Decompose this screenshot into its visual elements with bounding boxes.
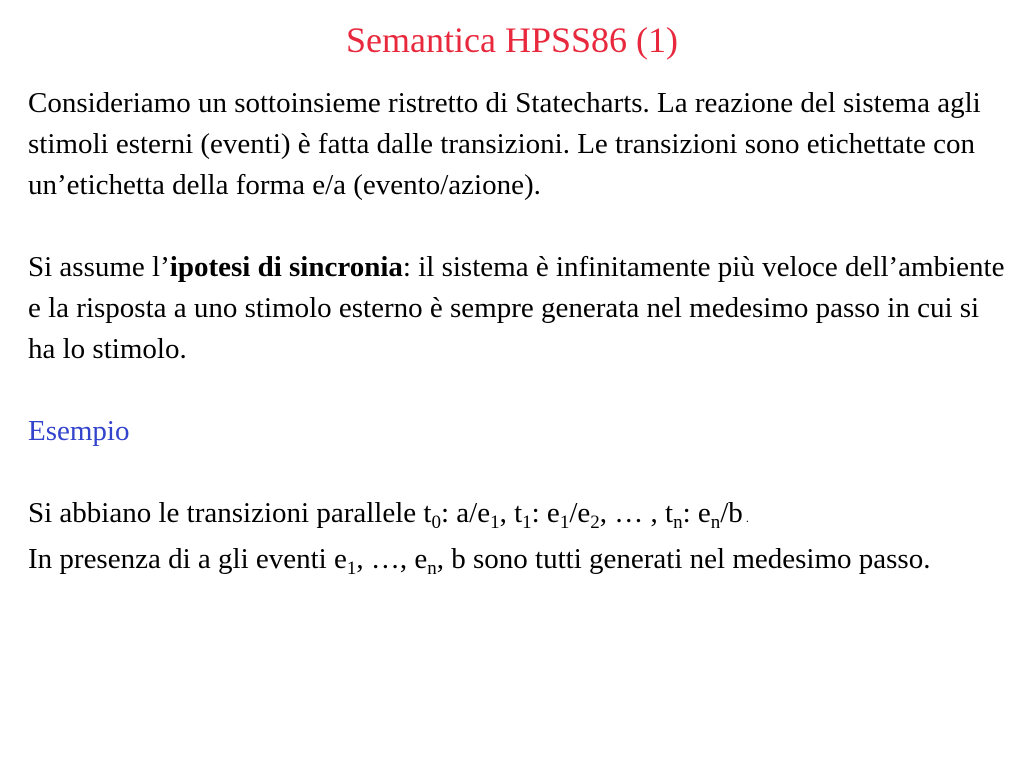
text-run: : a/e <box>440 497 491 529</box>
subscript: n <box>427 558 437 579</box>
spacer <box>28 452 1008 493</box>
spacer <box>28 370 1008 411</box>
trailing-dot: . <box>742 511 749 525</box>
subscript: n <box>673 512 683 533</box>
text-run: , … , t <box>599 497 674 529</box>
subscript: 1 <box>346 558 357 579</box>
spacer <box>28 206 1008 247</box>
text-run: Si abbiano le transizioni parallele t <box>28 497 432 529</box>
slide-title: Semantica HPSS86 (1) <box>346 20 678 60</box>
text-run: , b sono tutti generati nel medesimo passo. <box>436 543 931 575</box>
subscript: 1 <box>522 512 532 533</box>
text-run: /b <box>720 497 743 529</box>
subscript: 0 <box>431 512 441 533</box>
synchrony-text-post: : il sistema è infinitamente più veloce dell’ambiente e la risposta a uno stimolo esterno è sempre generata nel medesimo passo in cui si ha lo stimolo. <box>28 251 1005 365</box>
subscript: 2 <box>590 512 600 533</box>
example-conclusion-line <box>28 539 1008 580</box>
text-run: : e <box>531 497 560 529</box>
subscript: 1 <box>490 512 500 533</box>
example-heading: Esempio <box>28 415 130 447</box>
text-run: : e <box>682 497 711 529</box>
text-run: /e <box>569 497 591 529</box>
slide-body <box>28 83 1008 580</box>
example-transitions-line <box>28 493 1008 539</box>
synchrony-text-pre: Si assume l’ <box>28 251 170 283</box>
intro-paragraph: Consideriamo un sottoinsieme ristretto di Statecharts. La reazione del sistema agli stimoli esterni (eventi) è fatta dalle transizioni. Le transizioni sono etichettate con un’etichetta della forma e/a (evento/azione). <box>28 87 981 201</box>
subscript: 1 <box>559 512 570 533</box>
text-run: , t <box>499 497 523 529</box>
subscript: n <box>710 512 721 533</box>
text-run: In presenza di a gli eventi e <box>28 543 347 575</box>
synchrony-paragraph <box>28 247 1008 370</box>
text-run: , …, e <box>356 543 428 575</box>
synchrony-term: ipotesi di sincronia <box>169 251 403 283</box>
